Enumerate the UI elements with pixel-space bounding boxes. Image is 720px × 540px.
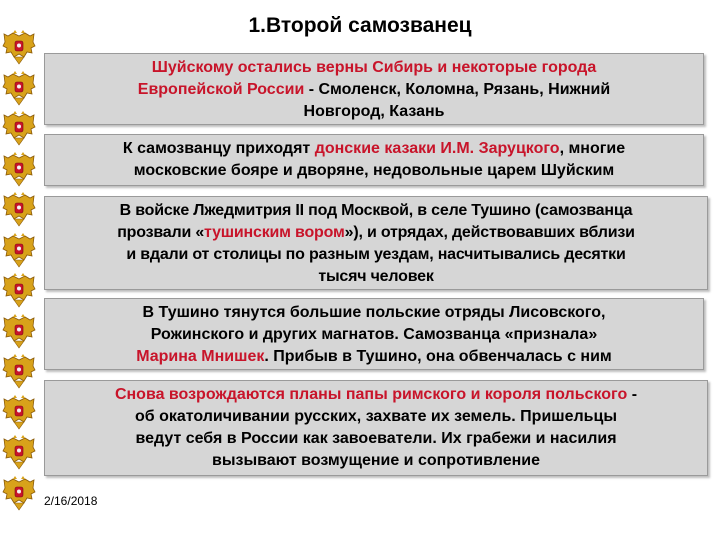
double-headed-eagle-icon (2, 395, 36, 433)
box3-line2 (45, 222, 707, 244)
box2-line1-end: , многие (559, 140, 626, 157)
text-box-1 (44, 53, 704, 125)
box1-highlight: Европейской России (137, 81, 305, 98)
box3-line1: В войске Лжедмитрия II под Москвой, в селе Тушино (самозванца (119, 202, 633, 219)
double-headed-eagle-icon (2, 30, 36, 68)
slide-date: 2/16/2018 (44, 494, 98, 508)
box3-line3: и вдали от столицы по разным уездам, насчитывались десятки (126, 246, 626, 263)
box4-highlight: Марина Мнишек (136, 348, 265, 365)
box1-line1: Шуйскому остались верны Сибирь и некоторые города (151, 59, 597, 76)
slide-title: 1.Второй самозванец (248, 14, 472, 37)
text-box-5 (44, 380, 708, 476)
box4-line3 (45, 346, 703, 368)
double-headed-eagle-icon (2, 314, 36, 352)
box1-line3: Новгород, Казань (303, 103, 445, 120)
double-headed-eagle-icon (2, 71, 36, 109)
box5-line1 (45, 384, 707, 406)
box5-line3: ведут себя в России как завоеватели. Их грабежи и насилия (135, 430, 617, 447)
box2-line2: московские бояре и дворяне, недовольные царем Шуйским (133, 162, 615, 179)
text-box-3 (44, 196, 708, 290)
box4-line1: В Тушино тянутся большие польские отряды Лисовского, (142, 304, 606, 321)
box5-line2: об окатоличивании русских, захвате их земель. Пришельцы (134, 408, 618, 425)
box5-line4: вызывают возмущение и сопротивление (211, 452, 540, 469)
box1-line2-rest: - Смоленск, Коломна, Рязань, Нижний (304, 81, 611, 98)
text-box-2 (44, 134, 704, 186)
double-headed-eagle-icon (2, 192, 36, 230)
box3-line4: тысяч человек (318, 268, 434, 285)
box5-line1-end: - (627, 386, 638, 403)
box1-line2 (45, 79, 703, 101)
box4-line3-rest: . Прибыв в Тушино, она обвенчалась с ним (264, 348, 612, 365)
text-box-4 (44, 298, 704, 370)
double-headed-eagle-icon (2, 152, 36, 190)
box4-line2: Рожинского и других магнатов. Самозванца «признала» (150, 326, 598, 343)
double-headed-eagle-icon (2, 354, 36, 392)
box3-line2-end: »), и отрядах, действовавших вблизи (344, 224, 635, 241)
box5-highlight: Снова возрождаются планы папы римского и короля польского (114, 386, 628, 403)
double-headed-eagle-icon (2, 476, 36, 514)
box2-line1-start: К самозванцу приходят (122, 140, 315, 157)
box3-line2-start: прозвали « (117, 224, 205, 241)
double-headed-eagle-icon (2, 111, 36, 149)
box3-highlight: тушинским вором (204, 224, 345, 241)
double-headed-eagle-icon (2, 233, 36, 271)
double-headed-eagle-icon (2, 435, 36, 473)
box2-line1 (45, 138, 703, 160)
box2-highlight: донские казаки И.М. Заруцкого (314, 140, 560, 157)
double-headed-eagle-icon (2, 273, 36, 311)
